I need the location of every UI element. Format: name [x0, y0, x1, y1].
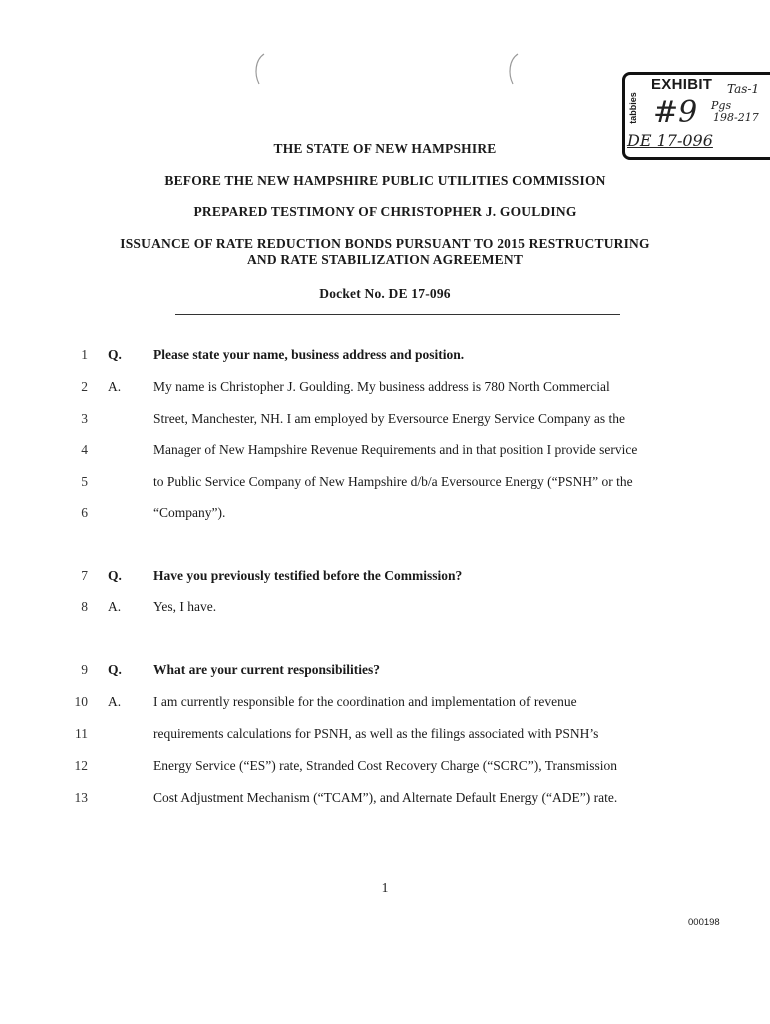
- question-text: Please state your name, business address and position.: [153, 347, 465, 362]
- qa-marker: A.: [108, 599, 122, 614]
- line-number: 9: [81, 662, 88, 677]
- line-number: 2: [81, 379, 88, 394]
- qa-marker: Q.: [108, 662, 122, 677]
- state-heading: THE STATE OF NEW HAMPSHIRE: [273, 141, 497, 156]
- exhibit-tag: Tas-1: [727, 82, 760, 96]
- answer-text: Cost Adjustment Mechanism (“TCAM”), and Alternate Default Energy (“ADE”) rate.: [153, 790, 618, 805]
- testimony-line: [0, 568, 770, 588]
- exhibit-brand: tabbies: [627, 92, 638, 124]
- exhibit-title: EXHIBIT: [651, 76, 713, 93]
- answer-text: “Company”).: [153, 505, 226, 520]
- line-number: 8: [81, 599, 88, 614]
- testimony-line: [0, 347, 770, 367]
- testimony-line: [0, 726, 770, 746]
- testimony-line: [0, 790, 770, 810]
- line-number: 1: [81, 347, 88, 362]
- bates-number: 000198: [688, 917, 720, 928]
- answer-text: Energy Service (“ES”) rate, Stranded Cost Recovery Charge (“SCRC”), Transmission: [153, 758, 618, 773]
- qa-marker: A.: [108, 379, 122, 394]
- answer-text: requirements calculations for PSNH, as well as the filings associated with PSNH’s: [153, 726, 599, 741]
- testimony-line: [0, 379, 770, 399]
- qa-marker: Q.: [108, 568, 122, 583]
- question-text: Have you previously testified before the Commission?: [153, 568, 463, 583]
- testimony-line: [0, 694, 770, 714]
- question-text: What are your current responsibilities?: [153, 662, 381, 677]
- scan-mark-left: [250, 52, 270, 86]
- line-number: 4: [81, 442, 88, 457]
- line-number: 3: [81, 411, 88, 426]
- testimony-line: [0, 474, 770, 494]
- qa-marker: Q.: [108, 347, 122, 362]
- scan-mark-right: [503, 52, 523, 86]
- answer-text: Yes, I have.: [153, 599, 217, 614]
- testimony-line: [0, 505, 770, 525]
- page-number: 1: [381, 880, 389, 895]
- testimony-line: [0, 758, 770, 778]
- docket-number: Docket No. DE 17-096: [319, 286, 451, 301]
- answer-text: Street, Manchester, NH. I am employed by Eversource Energy Service Company as the: [153, 411, 625, 426]
- exhibit-page-range: 198-217: [713, 111, 759, 124]
- line-number: 12: [74, 758, 88, 773]
- exhibit-number: #9: [653, 95, 698, 130]
- issuance-heading-line2: AND RATE STABILIZATION AGREEMENT: [246, 252, 524, 267]
- testimony-line: [0, 662, 770, 682]
- line-number: 10: [74, 694, 88, 709]
- line-number: 7: [81, 568, 88, 583]
- exhibit-pages-label: Pgs: [711, 99, 732, 112]
- testimony-heading: PREPARED TESTIMONY OF CHRISTOPHER J. GOULDING: [193, 204, 577, 219]
- answer-text: I am currently responsible for the coordination and implementation of revenue: [153, 694, 577, 709]
- testimony-line: [0, 442, 770, 462]
- answer-text: to Public Service Company of New Hampshire d/b/a Eversource Energy (“PSNH” or the: [153, 474, 633, 489]
- line-number: 11: [75, 726, 88, 741]
- testimony-line: [0, 599, 770, 619]
- header-divider: [175, 314, 620, 315]
- line-number: 6: [81, 505, 88, 520]
- answer-text: Manager of New Hampshire Revenue Requirements and in that position I provide service: [153, 442, 638, 457]
- qa-marker: A.: [108, 694, 122, 709]
- line-number: 13: [74, 790, 88, 805]
- exhibit-docket: DE 17-096: [627, 131, 713, 150]
- commission-heading: BEFORE THE NEW HAMPSHIRE PUBLIC UTILITIES COMMISSION: [164, 173, 606, 188]
- answer-text: My name is Christopher J. Goulding. My business address is 780 North Commercial: [153, 379, 610, 394]
- line-number: 5: [81, 474, 88, 489]
- testimony-line: [0, 411, 770, 431]
- issuance-heading-line1: ISSUANCE OF RATE REDUCTION BONDS PURSUANT TO 2015 RESTRUCTURING: [120, 236, 650, 251]
